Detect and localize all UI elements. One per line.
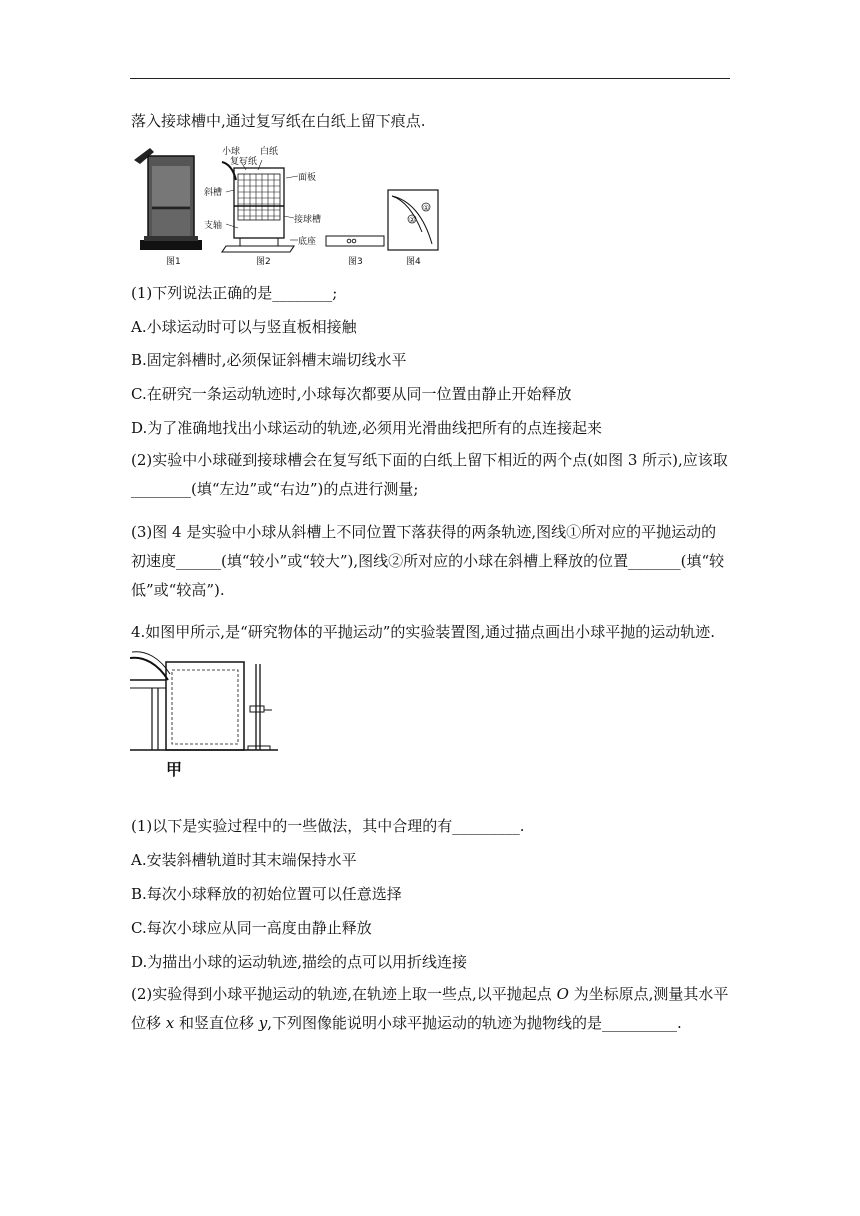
q2-text-mid1: 为坐标原点,测量其水平位移 (131, 985, 729, 1032)
header-rule (130, 78, 730, 79)
var-o: O (556, 985, 569, 1003)
figure-2-diagram (222, 160, 298, 252)
p4-option-c: C.每次小球应从同一高度由静止释放 (131, 919, 372, 937)
label-carbon-paper: 复写纸 (230, 157, 258, 167)
p4-option-b: B.每次小球释放的初始位置可以任意选择 (131, 885, 402, 903)
option-a: A.小球运动时可以与竖直板相接触 (131, 318, 357, 336)
figure-3-dots (326, 236, 384, 246)
question-2: (2)实验中小球碰到接球槽会在复写纸下面的白纸上留下相近的两个点(如图 3 所示),应该取________(填“左边”或“右边”)的点进行测量; (131, 451, 728, 498)
label-panel: 面板 (298, 173, 317, 183)
label-shaft: 支轴 (204, 221, 223, 231)
q2-text-pre: (2)实验得到小球平抛运动的轨迹,在轨迹上取一些点,以平抛起点 (131, 985, 557, 1003)
caption-jia: 甲 (166, 760, 183, 779)
caption-fig4: 图4 (406, 257, 421, 267)
apparatus-figure-jia (130, 650, 280, 780)
option-c: C.在研究一条运动轨迹时,小球每次都要从同一位置由静止开始释放 (131, 385, 572, 403)
question-1: (1)下列说法正确的是________; (131, 284, 338, 302)
problem-4-question-1: (1)以下是实验过程中的一些做法，其中合理的有_________. (131, 817, 525, 835)
q2-text-post: ,下列图像能说明小球平抛运动的轨迹为抛物线的是__________. (267, 1014, 682, 1032)
label-base: 底座 (298, 237, 317, 247)
p4-option-d: D.为描出小球的运动轨迹,描绘的点可以用折线连接 (131, 953, 468, 971)
caption-fig2: 图2 (256, 257, 271, 267)
apparatus-figure-1 (130, 140, 440, 268)
var-x: x (165, 1014, 175, 1032)
question-3: (3)图 4 是实验中小球从斜槽上不同位置下落获得的两条轨迹,图线①所对应的平抛运动的初速度______(填“较小”或“较大”),图线②所对应的小球在斜槽上释放的位置_______(填“较低”或“较高”). (131, 523, 725, 599)
caption-fig3: 图3 (348, 257, 363, 267)
p4-option-a: A.安装斜槽轨道时其末端保持水平 (131, 851, 357, 869)
figure-1-photo (134, 148, 202, 250)
text-line: 落入接球槽中,通过复写纸在白纸上留下痕点. (131, 112, 426, 130)
label-ball: 小球 (222, 147, 241, 157)
label-curve-1: ① (423, 204, 430, 212)
label-white-paper: 白纸 (260, 147, 279, 157)
label-catch-groove: 接球槽 (294, 215, 322, 225)
problem-4-question-2 (131, 980, 731, 1038)
problem-4-intro: 4.如图甲所示,是“研究物体的平抛运动”的实验装置图,通过描点画出小球平抛的运动轨迹. (131, 623, 715, 641)
option-d: D.为了准确地找出小球运动的轨迹,必须用光滑曲线把所有的点连接起来 (131, 419, 603, 437)
caption-fig1: 图1 (166, 257, 181, 267)
label-curve-2: ② (409, 216, 416, 224)
option-b: B.固定斜槽时,必须保证斜槽末端切线水平 (131, 351, 407, 369)
var-y: y (258, 1014, 268, 1032)
label-chute: 斜槽 (204, 188, 223, 198)
q2-text-mid2: 和竖直位移 (174, 1014, 259, 1032)
